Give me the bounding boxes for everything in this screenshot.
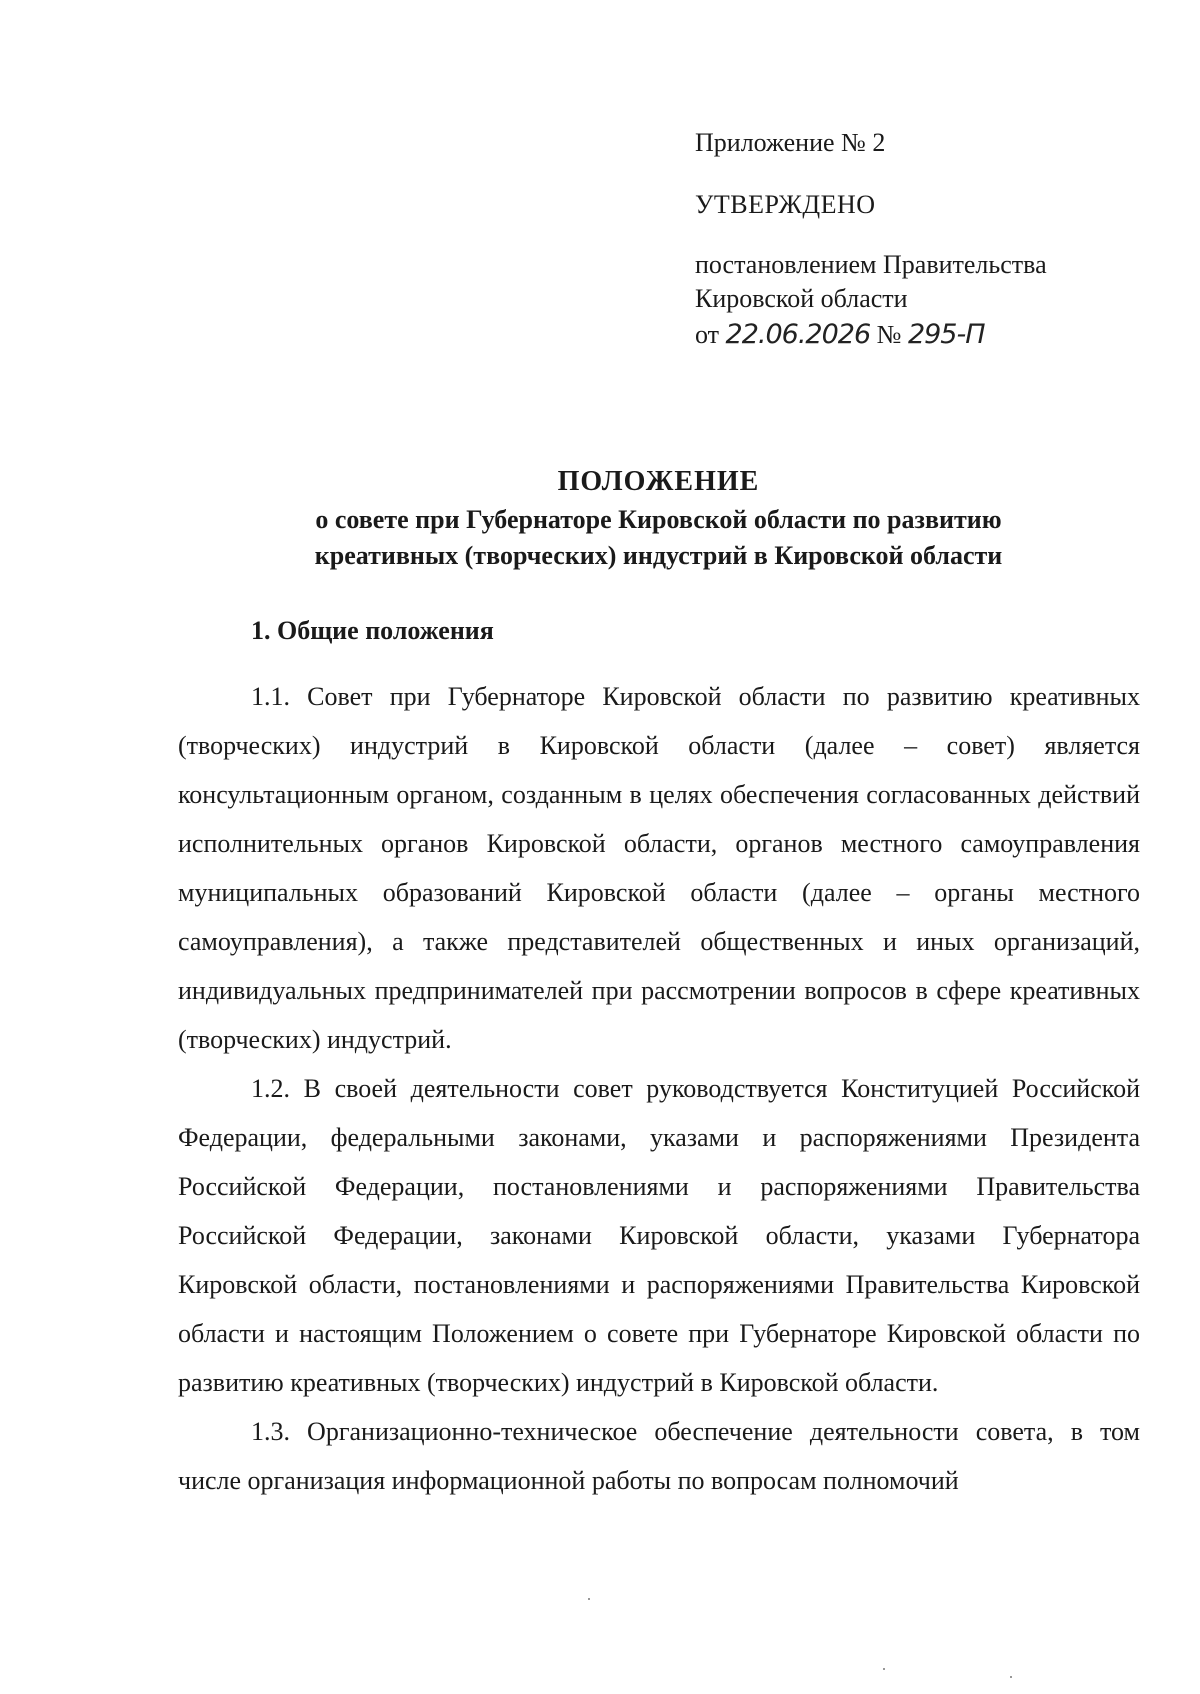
handwritten-date: 22.06.2026 — [725, 319, 871, 350]
paragraph-1-2: 1.2. В своей деятельности совет руководствуется Конституцией Российской Федерации, федеральными законами, указами и распоряжениями Президента Российской Федерации, постановлениями и распоряжениями Правительства Российской Федерации, законами Кировской области, указами Губернатора Кировской области, постановлениями и распоряжениями Правительства Кировской области и настоящим Положением о совете при Губернаторе Кировской области по развитию креативных (творческих) индустрий в Кировской области. — [178, 1074, 1140, 1397]
scan-speck — [883, 1668, 885, 1670]
date-prefix: от — [695, 320, 720, 349]
document-subtitle-line-1: о совете при Губернаторе Кировской области по развитию — [315, 505, 1002, 534]
resolution-line-1: постановлением Правительства — [695, 250, 1047, 279]
document-subtitle-line-2: креативных (творческих) индустрий в Кировской области — [314, 541, 1003, 570]
document-title-block — [176, 462, 1141, 574]
resolution-date-line — [695, 318, 1155, 352]
approved-stamp-text: УТВЕРЖДЕНО — [695, 190, 876, 219]
scan-speck — [1010, 1676, 1012, 1678]
number-prefix: № — [876, 320, 902, 349]
paragraph-1-1: 1.1. Совет при Губернаторе Кировской области по развитию креативных (творческих) индустрий в Кировской области (далее – совет) является консультационным органом, созданным в целях обеспечения согласованных действий исполнительных органов Кировской области, органов местного самоуправления муниципальных образований Кировской области (далее – органы местного самоуправления), а также представителей общественных и иных организаций, индивидуальных предпринимателей при рассмотрении вопросов в сфере креативных (творческих) индустрий. — [178, 682, 1140, 1054]
handwritten-number: 295-П — [907, 319, 985, 350]
section-body — [178, 672, 1140, 1505]
scan-speck — [588, 1598, 590, 1600]
approval-block — [695, 126, 1155, 352]
annex-number: Приложение № 2 — [695, 128, 886, 157]
paragraph-1-3: 1.3. Организационно-техническое обеспечение деятельности совета, в том числе организация информационной работы по вопросам полномочий — [178, 1417, 1140, 1495]
document-title: ПОЛОЖЕНИЕ — [557, 466, 760, 497]
section-heading: 1. Общие положения — [251, 616, 494, 645]
resolution-line-2: Кировской области — [695, 284, 908, 313]
